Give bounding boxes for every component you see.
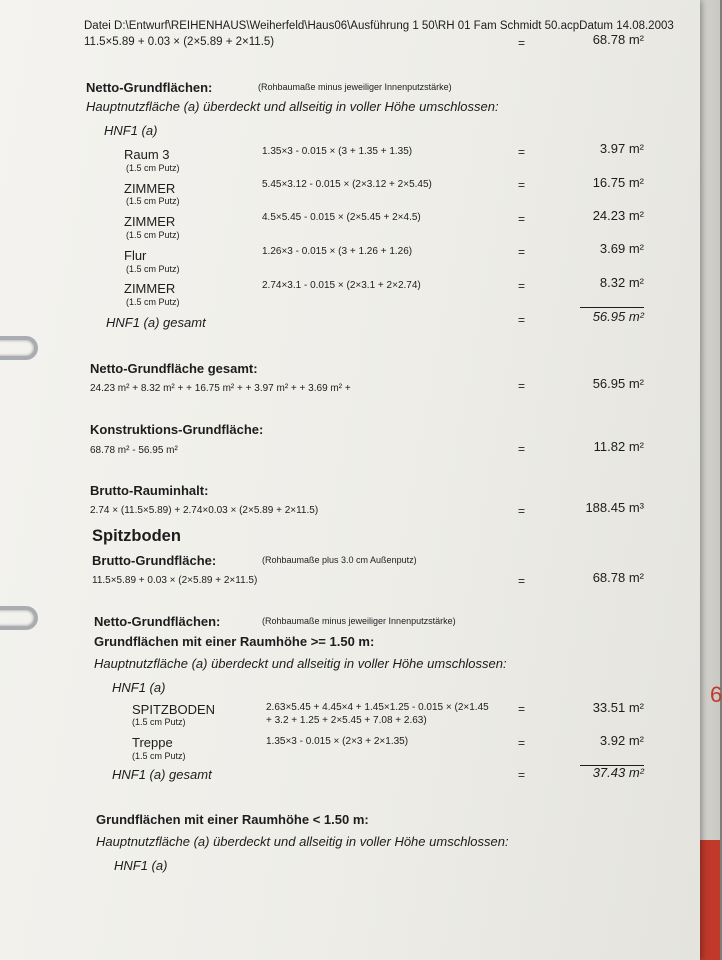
equals-sign: = xyxy=(518,245,526,259)
header-formula: 11.5×5.89 + 0.03 × (2×5.89 + 2×11.5) xyxy=(84,36,275,48)
equals-sign: = xyxy=(518,212,526,226)
equals-sign: = xyxy=(518,574,526,588)
room-value: 33.51 m² xyxy=(592,700,644,715)
equals-sign: = xyxy=(518,768,526,782)
room-name: Raum 3 xyxy=(124,147,170,162)
room-plaster-note: (1.5 cm Putz) xyxy=(126,230,180,240)
sum-rule xyxy=(580,307,644,308)
red-folder-tab xyxy=(700,840,720,960)
brutto-grundflaeche-formula: 11.5×5.89 + 0.03 × (2×5.89 + 2×11.5) xyxy=(92,575,258,586)
low-group-label: HNF1 (a) xyxy=(114,858,168,873)
equals-sign: = xyxy=(518,313,526,327)
netto-grundflaechen-note: (Rohbaumaße minus jeweiliger Innenputzstärke) xyxy=(262,616,456,626)
room-plaster-note: (1.5 cm Putz) xyxy=(132,751,186,761)
group-total-value: 56.95 m² xyxy=(592,309,644,324)
group-total-label: HNF1 (a) gesamt xyxy=(106,315,206,330)
section-note-netto: (Rohbaumaße minus jeweiliger Innenputzstärke) xyxy=(258,82,452,92)
room-value: 3.69 m² xyxy=(599,241,644,256)
room-formula: 2.74×3.1 - 0.015 × (2×3.1 + 2×2.74) xyxy=(262,280,421,291)
equals-sign: = xyxy=(518,702,526,716)
equals-sign: = xyxy=(518,379,526,393)
section-title-netto: Netto-Grundflächen: xyxy=(86,80,213,95)
room-formula: 2.63×5.45 + 4.45×4 + 1.45×1.25 - 0.015 × (2×1.45 xyxy=(266,702,489,713)
room-value: 16.75 m² xyxy=(592,175,644,190)
netto-gesamt-value: 56.95 m² xyxy=(592,376,644,391)
binder-ring xyxy=(0,606,38,630)
konstruktion-formula: 68.78 m² - 56.95 m² xyxy=(90,445,178,456)
section-title-konstruktion: Konstruktions-Grundfläche: xyxy=(90,422,264,437)
konstruktion-value: 11.82 m² xyxy=(593,439,644,454)
room-formula-continued: + 3.2 + 1.25 + 2×5.45 + 7.08 + 2.63) xyxy=(266,715,427,726)
equals-sign: = xyxy=(518,145,526,159)
high-rooms-subtitle: Hauptnutzfläche (a) überdeckt und allseitig in voller Höhe umschlossen: xyxy=(94,656,507,671)
room-name: ZIMMER xyxy=(124,181,176,196)
room-plaster-note: (1.5 cm Putz) xyxy=(126,196,180,206)
low-rooms-subtitle: Hauptnutzfläche (a) überdeckt und allseitig in voller Höhe umschlossen: xyxy=(96,834,509,849)
low-rooms-title: Grundflächen mit einer Raumhöhe < 1.50 m: xyxy=(96,812,369,827)
file-path-line: Datei D:\Entwurf\REIHENHAUS\Weiherfeld\Haus06\Ausführung 1 50\RH 01 Fam Schmidt 50.acpDatum 14.08.2003 xyxy=(84,20,674,32)
section-title-spitzboden: Spitzboden xyxy=(92,527,181,545)
brutto-grundflaeche-value: 68.78 m² xyxy=(592,570,644,585)
equals-sign: = xyxy=(518,36,526,50)
section-title-netto-gesamt: Netto-Grundfläche gesamt: xyxy=(90,361,258,376)
binder-ring xyxy=(0,336,38,360)
room-value: 3.92 m² xyxy=(599,733,644,748)
room-plaster-note: (1.5 cm Putz) xyxy=(126,297,180,307)
room-name: Flur xyxy=(124,248,147,263)
equals-sign: = xyxy=(518,736,526,750)
room-plaster-note: (1.5 cm Putz) xyxy=(126,264,180,274)
high-rooms-title: Grundflächen mit einer Raumhöhe >= 1.50 m: xyxy=(94,634,375,649)
equals-sign: = xyxy=(518,279,526,293)
room-value: 24.23 m² xyxy=(592,208,644,223)
room-formula: 1.35×3 - 0.015 × (3 + 1.35 + 1.35) xyxy=(262,146,413,157)
room-formula: 4.5×5.45 - 0.015 × (2×5.45 + 2×4.5) xyxy=(262,212,421,223)
netto-gesamt-formula: 24.23 m² + 8.32 m² + + 16.75 m² + + 3.97 m² + + 3.69 m² + xyxy=(90,383,351,394)
room-formula: 1.35×3 - 0.015 × (2×3 + 2×1.35) xyxy=(266,736,409,747)
header-value: 68.78 m² xyxy=(592,32,644,47)
room-name: SPITZBODEN xyxy=(132,702,216,717)
equals-sign: = xyxy=(518,504,526,518)
brutto-grundflaeche-title: Brutto-Grundfläche: xyxy=(92,553,217,568)
high-total-value: 37.43 m² xyxy=(592,765,644,780)
section-title-brutto-raum: Brutto-Rauminhalt: xyxy=(90,483,209,498)
side-page-number: 6 xyxy=(710,682,722,707)
group-label: HNF1 (a) xyxy=(104,123,158,138)
room-plaster-note: (1.5 cm Putz) xyxy=(126,163,180,173)
room-formula: 5.45×3.12 - 0.015 × (2×3.12 + 2×5.45) xyxy=(262,179,432,190)
room-value: 3.97 m² xyxy=(599,141,644,156)
room-formula: 1.26×3 - 0.015 × (3 + 1.26 + 1.26) xyxy=(262,246,413,257)
section-subtitle: Hauptnutzfläche (a) überdeckt und allseitig in voller Höhe umschlossen: xyxy=(86,99,499,114)
room-plaster-note: (1.5 cm Putz) xyxy=(132,717,186,727)
brutto-grundflaeche-note: (Rohbaumaße plus 3.0 cm Außenputz) xyxy=(262,555,417,565)
high-total-label: HNF1 (a) gesamt xyxy=(112,767,212,782)
equals-sign: = xyxy=(518,178,526,192)
brutto-raum-value: 188.45 m³ xyxy=(585,500,644,515)
netto-grundflaechen-title: Netto-Grundflächen: xyxy=(94,614,221,629)
room-name: ZIMMER xyxy=(124,214,176,229)
brutto-raum-formula: 2.74 × (11.5×5.89) + 2.74×0.03 × (2×5.89 + 2×11.5) xyxy=(90,505,319,516)
room-name: Treppe xyxy=(132,735,173,750)
room-value: 8.32 m² xyxy=(599,275,644,290)
room-name: ZIMMER xyxy=(124,281,176,296)
equals-sign: = xyxy=(518,442,526,456)
high-group-label: HNF1 (a) xyxy=(112,680,166,695)
